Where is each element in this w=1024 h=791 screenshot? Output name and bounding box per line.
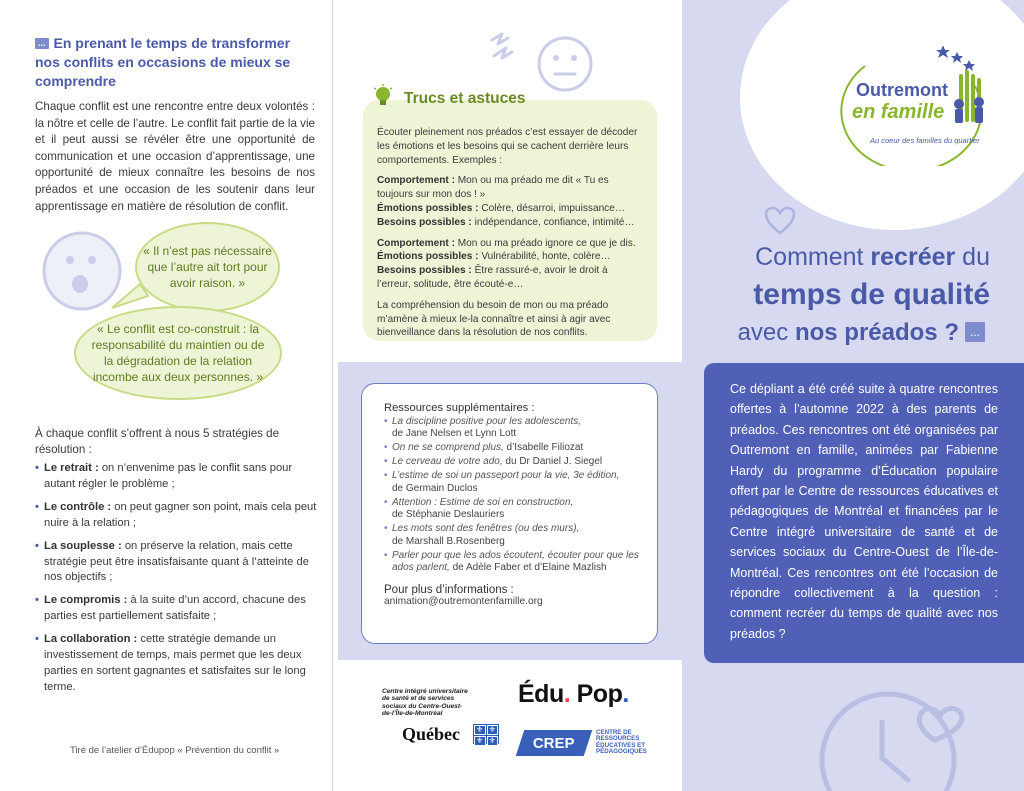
strategy-text: on peut gagner son point, mais cela peut nuire à la relation ; (44, 500, 317, 529)
strategy-name: Le contrôle : (44, 500, 112, 513)
logo-tagline: Au coeur des familles du quartier (870, 136, 980, 145)
info-title: Pour plus d’informations : (384, 584, 514, 597)
strategy-text: cette stratégie demande un investissement de temps, mais permet que les deux parties en sortent gagnantes et satisfaites sur le long terme. (44, 633, 306, 693)
resource-author: de Germain Duclos (392, 482, 478, 494)
resource-item (384, 523, 639, 548)
quote-bubble-2 (74, 306, 282, 400)
heading-tag: ... (35, 38, 49, 49)
example-label: Émotions possibles : (377, 251, 479, 263)
resource-author: de Adèle Faber et d’Elaine Mazlish (449, 562, 607, 574)
edupop-dot1: . (563, 680, 571, 708)
clock-heart-icon (808, 680, 998, 791)
quote-bubble-1 (135, 222, 280, 312)
tips-title: Trucs et astuces (404, 90, 526, 107)
info-email-link[interactable]: animation@outremontenfamille.org (384, 596, 543, 608)
example-label: Comportement : (377, 237, 455, 249)
ciusss-logo-text: Centre intégré universitaire de santé et de services sociaux du Centre-Ouest-de-l’Île-de-Montréal (382, 688, 468, 718)
lightbulb-icon (372, 84, 398, 110)
crep-logo-text: CREP (533, 734, 575, 752)
strategy-name: Le compromis : (44, 594, 128, 607)
resource-title: L’estime de soi un passeport pour la vie, 3e édition, (392, 470, 620, 482)
crep-logo (516, 730, 592, 756)
example-label: Besoins possibles : (377, 265, 472, 277)
resource-author: d’Isabelle Filiozat (503, 442, 584, 454)
resource-item (384, 550, 639, 575)
title-pre: avec (737, 319, 795, 346)
strategy-name: La collaboration : (44, 633, 138, 646)
logo-line-2: en famille (852, 101, 945, 123)
strategy-text: à la suite d’un accord, chacune des parties est partiellement satisfaite ; (44, 594, 306, 623)
resource-author: de Stéphanie Deslauriers (392, 509, 505, 521)
title-bold: nos préados ? (794, 319, 959, 346)
title-line-2: temps de qualité (753, 278, 990, 311)
example-value: indépendance, confiance, intimité… (471, 216, 635, 228)
resource-title: Parler pour que les ados écoutent, écouter pour que les ados parlent, (392, 549, 639, 574)
title-line-3 (690, 314, 990, 352)
resources-list (384, 416, 639, 574)
tips-example-2 (377, 237, 643, 292)
cover-title (690, 238, 990, 352)
logo-line-1: Outremont (856, 80, 948, 100)
quote-1-text: « Il n’est pas nécessaire que l’autre ait tort pour avoir raison. » (143, 244, 272, 290)
crep-subtitle: CENTRE DE RESSOURCES ÉDUCATIVES ET PÉDAGOGIQUES (596, 729, 647, 756)
example-label: Comportement : (377, 175, 455, 187)
strategies-list (35, 461, 318, 703)
edupop-word2: Pop (570, 680, 623, 708)
resource-title: Les mots sont des fenêtres (ou des murs), (392, 523, 580, 535)
resource-item (384, 470, 639, 495)
example-value: Mon ou ma préado me dit « Tu es toujours sur mon dos ! » (377, 175, 609, 201)
title-bold: recréer (870, 243, 956, 271)
lightning-icon (484, 26, 524, 66)
cover-description-box (704, 363, 1024, 663)
strategies-intro: À chaque conflit s’offrent à nous 5 stratégies de résolution : (35, 427, 280, 456)
edupop-logo (518, 680, 629, 709)
edupop-word1: Édu (518, 680, 564, 708)
resources-title: Ressources supplémentaires : (384, 402, 535, 414)
quebec-flag-icon: ⚜ ⚜ ⚜ ⚜ (473, 724, 499, 744)
resource-title: On ne se comprend plus, (392, 442, 504, 454)
example-value: Être rassuré-e, avoir le droit à l’erreur, solitude, être écouté-e… (377, 265, 608, 290)
section-heading (35, 34, 315, 91)
intro-paragraph: Chaque conflit est une rencontre entre deux volontés : la nôtre et celle de l’autre. Le conflit fait partie de la vie et il peut aussi se révéler être une opportunité de communication et une occasion d’apprentissage, une opportunité de mieux connaître les besoins de nos préados et une occasion de les soutenir dans leur apprentissage en matière de résolution de conflit. (35, 100, 315, 213)
title-pre: Comment (755, 243, 871, 271)
strategy-text: on n’envenime pas le conflit sans pour autant régler le problème ; (44, 462, 293, 490)
strategy-item (35, 593, 318, 625)
resource-author: du Dr Daniel J. Siegel (502, 456, 603, 468)
resource-item (384, 456, 639, 468)
example-value: Vulnérabilité, honte, colère… (478, 251, 611, 263)
resource-title: Attention : Estime de soi en construction, (392, 496, 574, 508)
heading-text: En prenant le temps de transformer nos conflits en occasions de mieux se comprendre (35, 35, 291, 89)
quote-2-text: « Le conflit est co-construit : la responsabilité du maintien ou de la dégradation de la relation incombe aux deux personnes. » (91, 322, 265, 384)
resource-item (384, 497, 639, 522)
tips-content (377, 126, 643, 340)
strategy-item (35, 632, 318, 696)
strategy-item (35, 500, 318, 532)
tips-conclusion: La compréhension du besoin de mon ou ma préado m’amène à mieux le-la connaître et ainsi à agir avec bienveillance dans la résolution de nos conflits. (377, 299, 611, 339)
cover-description: Ce dépliant a été créé suite à quatre rencontres offertes à l’automne 2022 à des parents de préados. Ces rencontres ont été organisées par Outremont en famille, animées par Fabienne Hardy du programme d’Éducation populaire offert par le Centre de ressources éducatives et pédagogiques de Montréal et financées par le Centre intégré universitaire de santé et de services sociaux du Centre-Ouest de l’Île-de-Montréal. Ces rencontres ont été l’occasion de répondre collectivement à la question : comment recréer du temps de qualité avec nos préados ? (730, 382, 998, 641)
quebec-logo-text: Québec (402, 724, 460, 744)
resource-author: de Jane Nelsen et Lynn Lott (392, 428, 517, 440)
edupop-dot2: . (622, 680, 629, 708)
title-post: du (955, 243, 990, 271)
strategy-item (35, 461, 318, 493)
title-line-1 (690, 238, 990, 276)
tips-intro: Écouter pleinement nos préados c’est essayer de décoder les émotions et les besoins qui se cachent derrière leurs comportements. Exemples : (377, 127, 638, 166)
partner-logos (370, 680, 660, 780)
resource-title: Le cerveau de votre ado, (392, 456, 503, 468)
heart-icon (764, 206, 796, 236)
strategy-text: on préserve la relation, mais cette stratégie peut être insatisfaisante quant à l’atteinte de nos objectifs ; (44, 539, 309, 584)
strategy-name: Le retrait : (44, 462, 99, 474)
strategy-name: La souplesse : (44, 539, 122, 552)
title-tag: ... (965, 322, 985, 342)
strategy-item (35, 539, 318, 587)
resource-author: de Marshall B.Rosenberg (392, 535, 505, 547)
source-note: Tiré de l’atelier d’Édupop « Prévention du conflit » (70, 745, 280, 756)
resource-item (384, 416, 639, 441)
neutral-face-icon (535, 34, 595, 94)
tips-example-1 (377, 174, 643, 229)
resources-box (361, 383, 658, 644)
example-label: Émotions possibles : (377, 202, 479, 214)
example-value: Colère, désarroi, impuissance… (478, 202, 625, 214)
example-label: Besoins possibles : (377, 216, 472, 228)
resource-item (384, 442, 639, 454)
example-value: Mon ou ma préado ignore ce que je dis. (454, 237, 636, 249)
resource-title: La discipline positive pour les adolescents, (392, 416, 581, 427)
tips-box (363, 100, 657, 341)
